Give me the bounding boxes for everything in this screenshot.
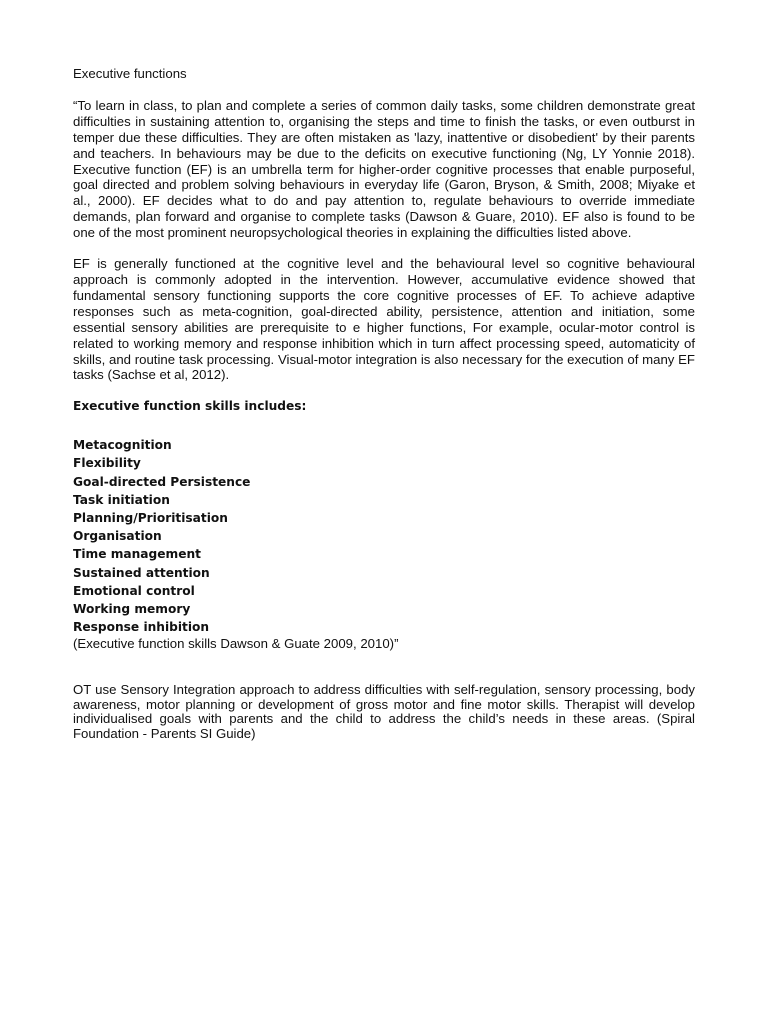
skill-item: Goal-directed Persistence bbox=[73, 474, 251, 489]
skill-item: Response inhibition bbox=[73, 620, 210, 635]
skill-item: Emotional control bbox=[73, 583, 195, 598]
skill-item: Planning/Prioritisation bbox=[73, 511, 228, 526]
document-title: Executive functions bbox=[73, 66, 187, 81]
skill-item: Task initiation bbox=[73, 492, 170, 507]
skills-heading: Executive function skills includes: bbox=[73, 399, 307, 414]
skill-item: Organisation bbox=[73, 529, 162, 544]
skill-item: Time management bbox=[73, 547, 201, 562]
sensory-paragraph: EF is generally functioned at the cognitive level and the behavioural level so cognitive behavioural approach is commonly adopted in the intervention. However, accumulative evidence showed that fundamental sensory functioning supports the core cognitive processes of EF. To achieve adaptive responses such as meta-cognition, goal-directed ability, persistence, attention and initiation, some essential sensory abilities are prerequisite to e higher functions, For example, ocular-motor control is related to working memory and response inhibition which in turn affect processing speed, automaticity of skills, and routine task processing. Visual-motor integration is also necessary for the execution of many EF tasks (Sachse et al, 2012). bbox=[73, 256, 695, 383]
skill-item: Sustained attention bbox=[73, 565, 210, 580]
document-page bbox=[73, 66, 695, 757]
ot-paragraph: OT use Sensory Integration approach to address difficulties with self-regulation, sensory processing, body awareness, motor planning or development of gross motor and fine motor skills. Therapist will develop individualised goals with parents and the child to address the child’s needs in these areas. (Spiral Foundation - Parents SI Guide) bbox=[73, 682, 695, 741]
skills-list bbox=[73, 436, 695, 636]
intro-paragraph: “To learn in class, to plan and complete a series of common daily tasks, some children demonstrate great difficulties in sustaining attention to, organising the steps and time to finish the tasks, or even outburst in temper due these difficulties. They are often mistaken as 'lazy, inattentive or disobedient' by their parents and teachers. In behaviours may be due to the deficits on executive functioning (Ng, LY Yonnie 2018). Executive function (EF) is an umbrella term for higher-order cognitive processes that enable purposeful, goal directed and problem solving behaviours in everyday life (Garon, Bryson, & Smith, 2008; Miyake et al., 2000). EF decides what to do and pay attention to, regulate behaviours to override immediate demands, plan forward and organise to complete tasks (Dawson & Guare, 2010). EF also is found to be one of the most prominent neuropsychological theories in explaining the difficulties listed above. bbox=[73, 97, 695, 241]
skill-item: Metacognition bbox=[73, 438, 172, 453]
skill-item: Working memory bbox=[73, 602, 191, 617]
skills-citation: (Executive function skills Dawson & Guate 2009, 2010)” bbox=[73, 636, 399, 652]
skill-item: Flexibility bbox=[73, 456, 141, 471]
